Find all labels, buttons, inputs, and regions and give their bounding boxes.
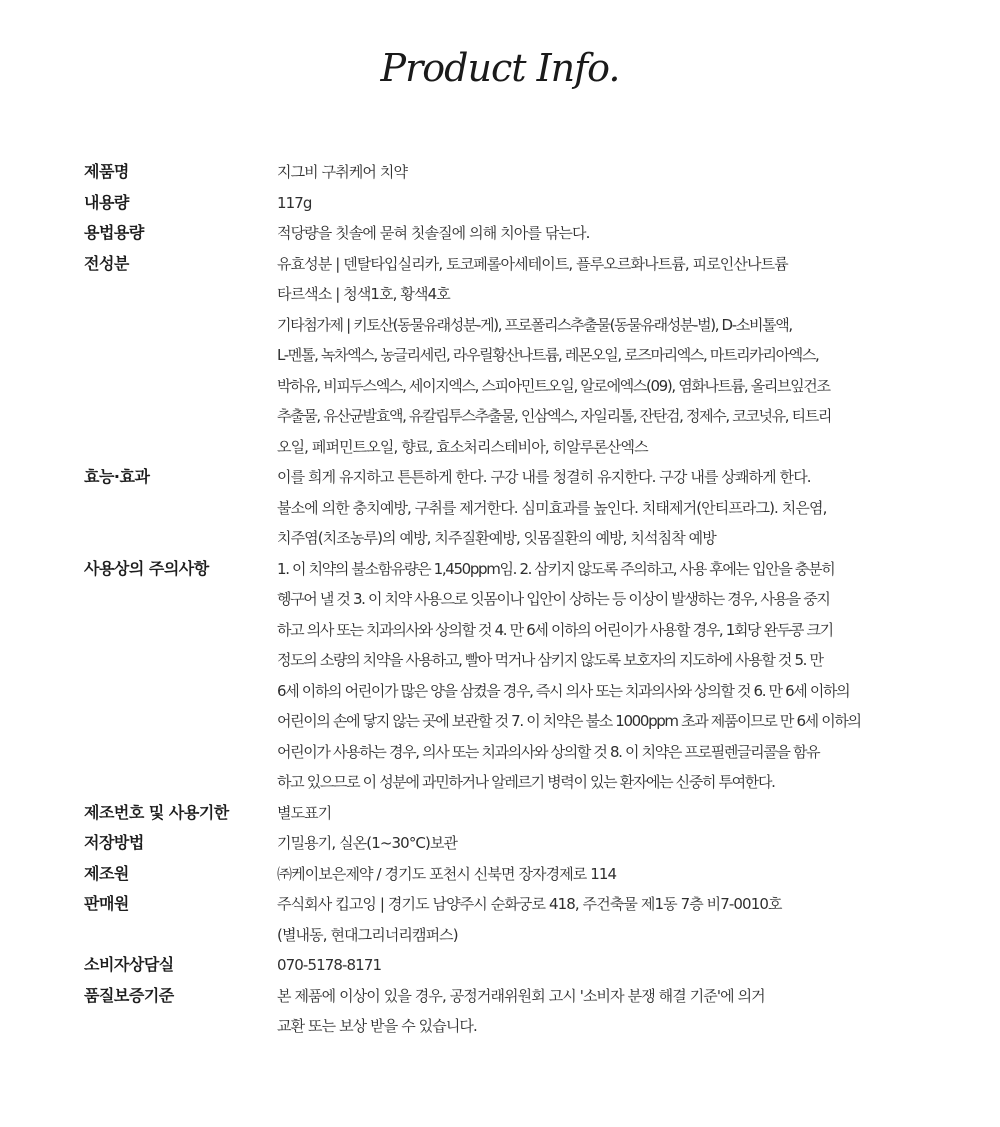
- row-value: [277, 828, 934, 859]
- value-line: L-멘톨, 녹차엑스, 농글리세린, 라우릴황산나트륨, 레몬오일, 로즈마리엑스, 마트리카리아엑스,: [277, 346, 819, 364]
- value-line: 별도표기: [277, 803, 332, 822]
- row-label: 제품명: [84, 162, 129, 181]
- row-label: 제조번호 및 사용기한: [84, 802, 229, 822]
- info-row-usage: [84, 218, 934, 249]
- page-title: Product Info.: [380, 46, 620, 90]
- value-line: 박하유, 비피두스엑스, 세이지엑스, 스피아민트오일, 알로에엑스(09), 염화나트륨, 올리브잎건조: [277, 376, 830, 395]
- info-row-efficacy: [84, 462, 934, 554]
- value-line: 어린이가 사용하는 경우, 의사 또는 치과의사와 상의할 것 8. 이 치약은 프로필렌글리콜을 함유: [277, 742, 820, 761]
- row-label: 내용량: [84, 192, 129, 212]
- info-row-precautions: [84, 554, 934, 798]
- value-line: 하고 의사 또는 치과의사와 상의할 것 4. 만 6세 이하의 어린이가 사용할 경우, 1회당 완두콩 크기: [277, 620, 833, 639]
- info-row-manufacturer: [84, 859, 934, 890]
- row-label: 판매원: [84, 894, 129, 913]
- value-line: 유효성분 | 덴탈타입실리카, 토코페롤아세테이트, 플루오르화나트륨, 피로인산나트륨: [277, 254, 788, 273]
- value-line: 6세 이하의 어린이가 많은 양을 삼켰을 경우, 즉시 의사 또는 치과의사와 상의할 것 6. 만 6세 이하의: [277, 681, 850, 700]
- row-value: [277, 249, 934, 463]
- info-row-lot-expiry: [84, 798, 934, 829]
- info-row-volume: [84, 188, 934, 219]
- info-row-ingredients: [84, 249, 934, 463]
- info-row-distributor: [84, 889, 934, 950]
- value-line: 추출물, 유산균발효액, 유칼립투스추출물, 인삼엑스, 자일리톨, 잔탄검, 정제수, 코코넛유, 티트리: [277, 407, 832, 425]
- value-line: (별내동, 현대그리너리캠퍼스): [277, 925, 458, 944]
- value-line: 적당량을 칫솔에 묻혀 칫솔질에 의해 치아를 닦는다.: [277, 224, 590, 242]
- value-line: 어린이의 손에 닿지 않는 곳에 보관할 것 7. 이 치약은 불소 1000ppm 초과 제품이므로 만 6세 이하의: [277, 712, 861, 730]
- value-line: 정도의 소량의 치약을 사용하고, 빨아 먹거나 삼키지 않도록 보호자의 지도하에 사용할 것 5. 만: [277, 651, 823, 669]
- row-value: [277, 554, 934, 798]
- row-value: [277, 889, 934, 950]
- row-value: [277, 157, 934, 188]
- value-line: 1. 이 치약의 불소함유량은 1,450ppm임. 2. 삼키지 않도록 주의하고, 사용 후에는 입안을 충분히: [277, 559, 835, 578]
- info-row-quality-warranty: [84, 981, 934, 1042]
- value-line: 오일, 페퍼민트오일, 향료, 효소처리스테비아, 히알루론산엑스: [277, 437, 648, 456]
- value-line: 하고 있으므로 이 성분에 과민하거나 알레르기 병력이 있는 환자에는 신중히 투여한다.: [277, 773, 775, 791]
- value-line: 기타첨가제 | 키토산(동물유래성분-게), 프로폴리스추출물(동물유래성분-벌), D-소비톨액,: [277, 315, 792, 334]
- row-value: [277, 798, 934, 829]
- value-line: 주식회사 킵고잉 | 경기도 남양주시 순화궁로 418, 주건축물 제1동 7층 비7-0010호: [277, 895, 782, 913]
- value-line: ㈜케이보은제약 / 경기도 포천시 신북면 장자경제로 114: [277, 864, 617, 883]
- row-value: [277, 981, 934, 1042]
- value-line: 지그비 구취케어 치약: [277, 163, 408, 181]
- value-line: 치주염(치조농루)의 예방, 치주질환예방, 잇몸질환의 예방, 치석침착 예방: [277, 529, 716, 547]
- product-info-table: [84, 157, 934, 1042]
- row-label: 사용상의 주의사항: [84, 558, 209, 578]
- info-row-storage: [84, 828, 934, 859]
- value-line: 본 제품에 이상이 있을 경우, 공정거래위원회 고시 '소비자 분쟁 해결 기준'에 의거: [277, 986, 765, 1005]
- value-line: 117g: [277, 193, 312, 212]
- row-value: [277, 462, 934, 554]
- value-line: 불소에 의한 충치예방, 구취를 제거한다. 심미효과를 높인다. 치태제거(안티프라그). 치은염,: [277, 498, 827, 517]
- value-line: 헹구어 낼 것 3. 이 치약 사용으로 잇몸이나 입안이 상하는 등 이상이 발생하는 경우, 사용을 중지: [277, 590, 830, 608]
- value-line: 070-5178-8171: [277, 956, 382, 974]
- row-label: 용법용량: [84, 223, 144, 242]
- row-label: 품질보증기준: [84, 985, 174, 1005]
- row-label: 제조원: [84, 863, 129, 883]
- info-row-product-name: [84, 157, 934, 188]
- value-line: 기밀용기, 실온(1~30°C)보관: [277, 834, 458, 852]
- row-label: 저장방법: [84, 833, 144, 852]
- row-label: 소비자상담실: [84, 955, 174, 974]
- row-label: 효능·효과: [84, 467, 150, 486]
- value-line: 타르색소 | 청색1호, 황색4호: [277, 285, 450, 303]
- row-label: 전성분: [84, 253, 129, 273]
- info-row-customer-service: [84, 950, 934, 981]
- value-line: 교환 또는 보상 받을 수 있습니다.: [277, 1017, 477, 1035]
- row-value: [277, 859, 934, 890]
- value-line: 이를 희게 유지하고 튼튼하게 한다. 구강 내를 청결히 유지한다. 구강 내를 상쾌하게 한다.: [277, 468, 811, 486]
- row-value: [277, 218, 934, 249]
- row-value: [277, 950, 934, 981]
- row-value: [277, 188, 934, 219]
